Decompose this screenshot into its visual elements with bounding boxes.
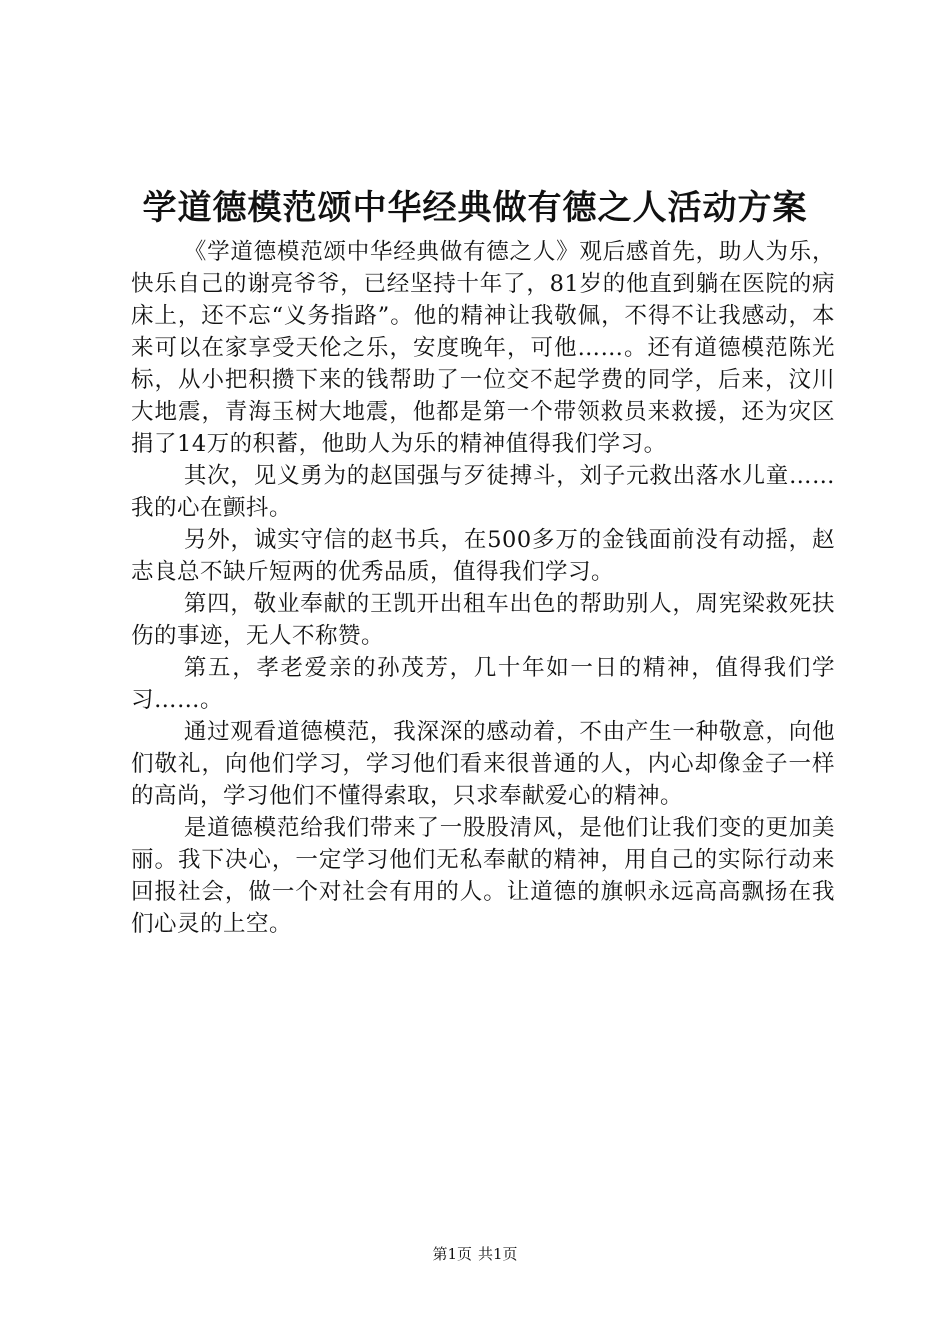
- paragraph-3: 另外，诚实守信的赵书兵，在500多万的金钱面前没有动摇，赵志良总不缺斤短两的优秀品质，值得我们学习。: [131, 527, 835, 585]
- paragraph-7: 是道德模范给我们带来了一股股清风，是他们让我们变的更加美丽。我下决心，一定学习他们无私奉献的精神，用自己的实际行动来回报社会，做一个对社会有用的人。让道德的旗帜永远高高飘扬在我们心灵的上空。: [131, 815, 835, 937]
- paragraph-5: 第五，孝老爱亲的孙茂芳，几十年如一日的精神，值得我们学习……。: [131, 655, 835, 713]
- page-number-current: 第1页: [432, 1245, 472, 1263]
- paragraph-6: 通过观看道德模范，我深深的感动着，不由产生一种敬意，向他们敬礼，向他们学习，学习他们看来很普通的人，内心却像金子一样的高尚，学习他们不懂得索取，只求奉献爱心的精神。: [131, 719, 835, 809]
- paragraph-4: 第四，敬业奉献的王凯开出租车出色的帮助别人，周宪梁救死扶伤的事迹，无人不称赞。: [131, 591, 835, 649]
- document-body: [131, 236, 835, 940]
- page-number-total: 共1页: [478, 1245, 518, 1263]
- paragraph-1: 《学道德模范颂中华经典做有德之人》观后感首先，助人为乐，快乐自己的谢亮爷爷，已经坚持十年了，81岁的他直到躺在医院的病床上，还不忘“义务指路”。他的精神让我敬佩，不得不让我感动，本来可以在家享受天伦之乐，安度晚年，可他……。还有道德模范陈光标，从小把积攒下来的钱帮助了一位交不起学费的同学，后来，汶川大地震，青海玉树大地震，他都是第一个带领救员来救援，还为灾区捐了14万的积蓄，他助人为乐的精神值得我们学习。: [131, 239, 835, 457]
- document-title: 学道德模范颂中华经典做有德之人活动方案: [142, 188, 808, 228]
- page-footer: [0, 1243, 950, 1265]
- paragraph-2: 其次，见义勇为的赵国强与歹徒搏斗，刘子元救出落水儿童……我的心在颤抖。: [131, 463, 835, 521]
